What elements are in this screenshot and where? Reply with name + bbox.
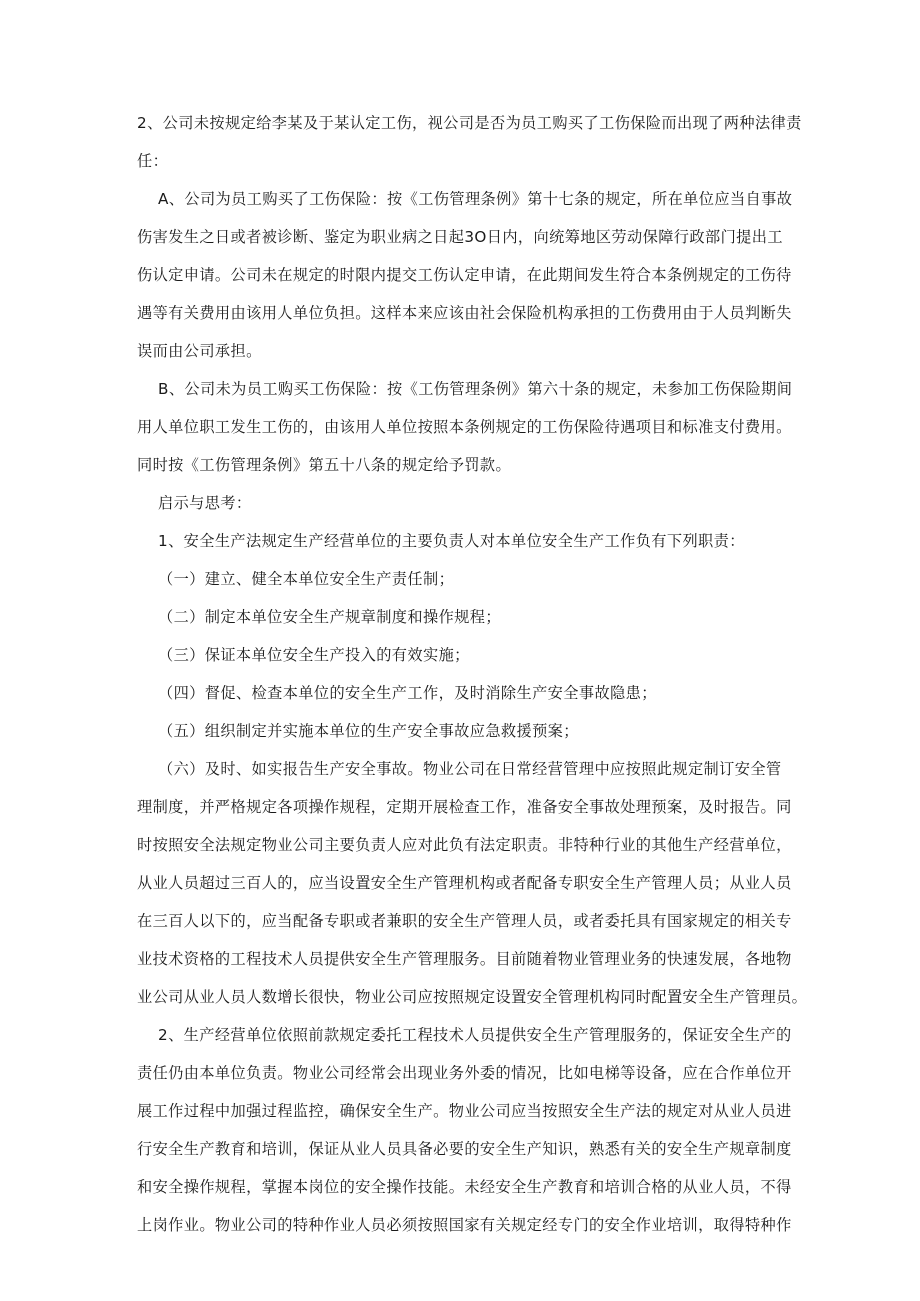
text-line: 业公司从业人员人数增长很快，物业公司应按照规定设置安全管理机构同时配置安全生产管理员。 [137,988,808,1006]
text-line: 伤害发生之日或者被诊断、鉴定为职业病之日起3O日内，向统筹地区劳动保障行政部门提出工 [137,228,783,246]
text-line: 误而由公司承担。 [137,342,262,360]
text-line: （一）建立、健全本单位安全生产责任制； [158,570,455,588]
text-line: 1、安全生产法规定生产经营单位的主要负责人对本单位安全生产工作负有下列职责： [158,532,745,550]
text-line: 伤认定申请。公司未在规定的时限内提交工伤认定申请，在此期间发生符合本条例规定的工伤待 [137,266,792,284]
text-line: 上岗作业。物业公司的特种作业人员必须按照国家有关规定经专门的安全作业培训，取得特种作 [137,1216,792,1234]
text-line: 同时按《工伤管理条例》第五十八条的规定给予罚款。 [137,456,512,474]
text-line: 用人单位职工发生工伤的，由该用人单位按照本条例规定的工伤保险待遇项目和标准支付费用。 [137,418,792,436]
text-line: （二）制定本单位安全生产规章制度和操作规程； [158,608,501,626]
text-line: 行安全生产教育和培训，保证从业人员具备必要的安全生产知识，熟悉有关的安全生产规章制度 [137,1140,792,1158]
text-line: （四）督促、检查本单位的安全生产工作，及时消除生产安全事故隐患； [158,684,657,702]
text-line: （五）组织制定并实施本单位的生产安全事故应急救援预案； [158,722,579,740]
text-line: 责任仍由本单位负责。物业公司经常会出现业务外委的情况，比如电梯等设备，应在合作单位开 [137,1064,792,1082]
text-line: 和安全操作规程，掌握本岗位的安全操作技能。未经安全生产教育和培训合格的从业人员，不得 [137,1178,792,1196]
text-line: 展工作过程中加强过程监控，确保安全生产。物业公司应当按照安全生产法的规定对从业人员进 [137,1102,792,1120]
text-line: 2、生产经营单位依照前款规定委托工程技术人员提供安全生产管理服务的，保证安全生产的 [158,1026,792,1044]
text-line: 任： [137,152,169,170]
text-line: 从业人员超过三百人的，应当设置安全生产管理机构或者配备专职安全生产管理人员；从业人员 [137,874,792,892]
text-line: 遇等有关费用由该用人单位负担。这样本来应该由社会保险机构承担的工伤费用由于人员判断失 [137,304,792,322]
text-line: 在三百人以下的，应当配备专职或者兼职的安全生产管理人员，或者委托具有国家规定的相关专 [137,912,792,930]
text-line: （六）及时、如实报告生产安全事故。物业公司在日常经营管理中应按照此规定制订安全管 [158,760,782,778]
text-line: B、公司未为员工购买工伤保险：按《工伤管理条例》第六十条的规定，未参加工伤保险期间 [158,380,793,398]
text-line: 2、公司未按规定给李某及于某认定工伤，视公司是否为员工购买了工伤保险而出现了两种法律责 [137,114,802,132]
text-line: 业技术资格的工程技术人员提供安全生产管理服务。目前随着物业管理业务的快速发展，各地物 [137,950,792,968]
text-line: 启示与思考： [158,494,252,512]
text-line: 理制度，并严格规定各项操作规程，定期开展检查工作，准备安全事故处理预案，及时报告。同 [137,798,792,816]
text-line: 时按照安全法规定物业公司主要负责人应对此负有法定职责。非特种行业的其他生产经营单位， [137,836,792,854]
text-line: （三）保证本单位安全生产投入的有效实施； [158,646,470,664]
text-line: A、公司为员工购买了工伤保险：按《工伤管理条例》第十七条的规定，所在单位应当自事故 [158,190,793,208]
